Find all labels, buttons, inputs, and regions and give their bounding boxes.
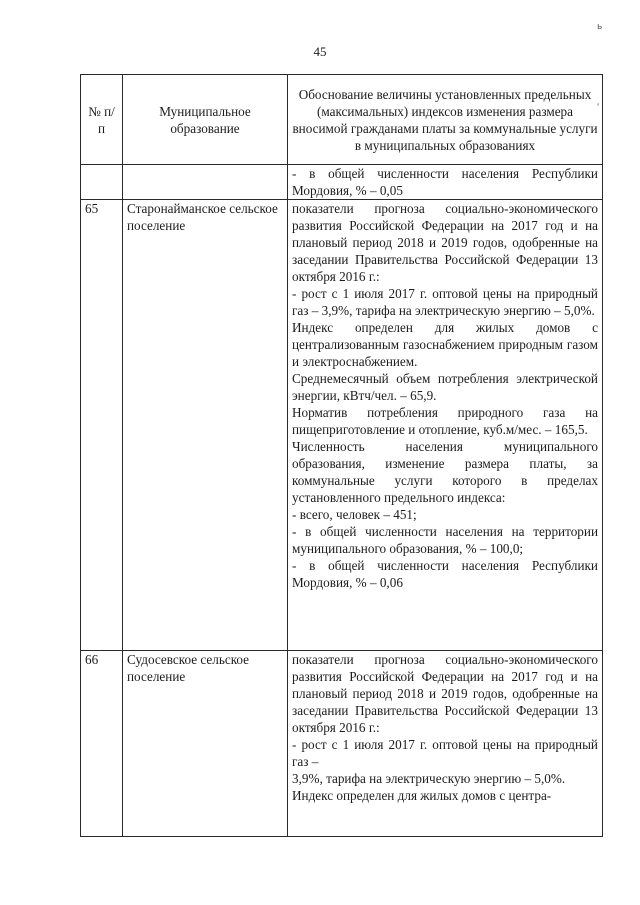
header-municipality: Муниципальное образование — [123, 75, 288, 165]
justification-paragraph: - в общей численности населения на территории муниципального образования, % – 100,0; — [292, 524, 598, 556]
justification-paragraph: Среднемесячный объем потребления электрической энергии, кВтч/чел. – 65,9. — [292, 371, 598, 403]
cell-justification — [288, 200, 603, 651]
table-header-row — [81, 75, 603, 165]
justification-paragraph: Индекс определен для жилых домов с централизованным газоснабжением природным газом и электроснабжением. — [292, 320, 598, 369]
cell-justification — [288, 165, 603, 200]
justification-paragraph: показатели прогноза социально-экономического развития Российской Федерации на 2017 год и на плановый период 2018 и 2019 годов, одобренные на заседании Правительства Российской Федерации 13 октября 2016 г.: — [292, 201, 598, 284]
cell-municipality: Старонайманское сельское поселение — [123, 200, 288, 651]
municipal-index-table — [80, 74, 603, 837]
table-row-continuation — [81, 165, 603, 200]
cell-number: 66 — [81, 651, 123, 837]
justification-paragraph: Норматив потребления природного газа на пищеприготовление и отопление, куб.м/мес. – 165,5. — [292, 405, 598, 437]
justification-paragraph: - в общей численности населения Республики Мордовия, % – 0,06 — [292, 558, 598, 590]
header-number: № п/п — [81, 75, 123, 165]
justification-paragraph: - всего, человек – 451; — [292, 507, 417, 522]
table-row — [81, 200, 603, 651]
cell-justification — [288, 651, 603, 837]
justification-paragraph: 3,9%, тарифа на электрическую энергию – 5,0%. — [292, 771, 566, 786]
justification-paragraph: - в общей численности населения Республики Мордовия, % – 0,05 — [292, 166, 598, 198]
justification-paragraph: - рост с 1 июля 2017 г. оптовой цены на природный газ – — [292, 737, 598, 769]
header-justification: Обоснование величины установленных предельных (максимальных) индексов изменения размера вносимой гражданами платы за коммунальные услуги в муниципальных образованиях — [288, 75, 603, 165]
justification-paragraph: показатели прогноза социально-экономического развития Российской Федерации на 2017 год и на плановый период 2018 и 2019 годов, одобренные на заседании Правительства Российской Федерации 13 октября 2016 г.: — [292, 652, 598, 735]
cell-municipality — [123, 165, 288, 200]
table-row — [81, 651, 603, 837]
justification-paragraph: - рост с 1 июля 2017 г. оптовой цены на природный газ – 3,9%, тарифа на электрическую энергию – 5,0%. — [292, 286, 598, 318]
page-number: 45 — [313, 44, 327, 59]
cell-number — [81, 165, 123, 200]
justification-paragraph: Индекс определен для жилых домов с центра- — [292, 788, 552, 803]
scan-mark: ь — [597, 22, 603, 32]
justification-paragraph: Численность населения муниципального образования, изменение размера платы, за коммунальные услуги которого в пределах установленного предельного индекса: — [292, 439, 598, 505]
cell-number: 65 — [81, 200, 123, 651]
cell-municipality: Судосевское сельское поселение — [123, 651, 288, 837]
